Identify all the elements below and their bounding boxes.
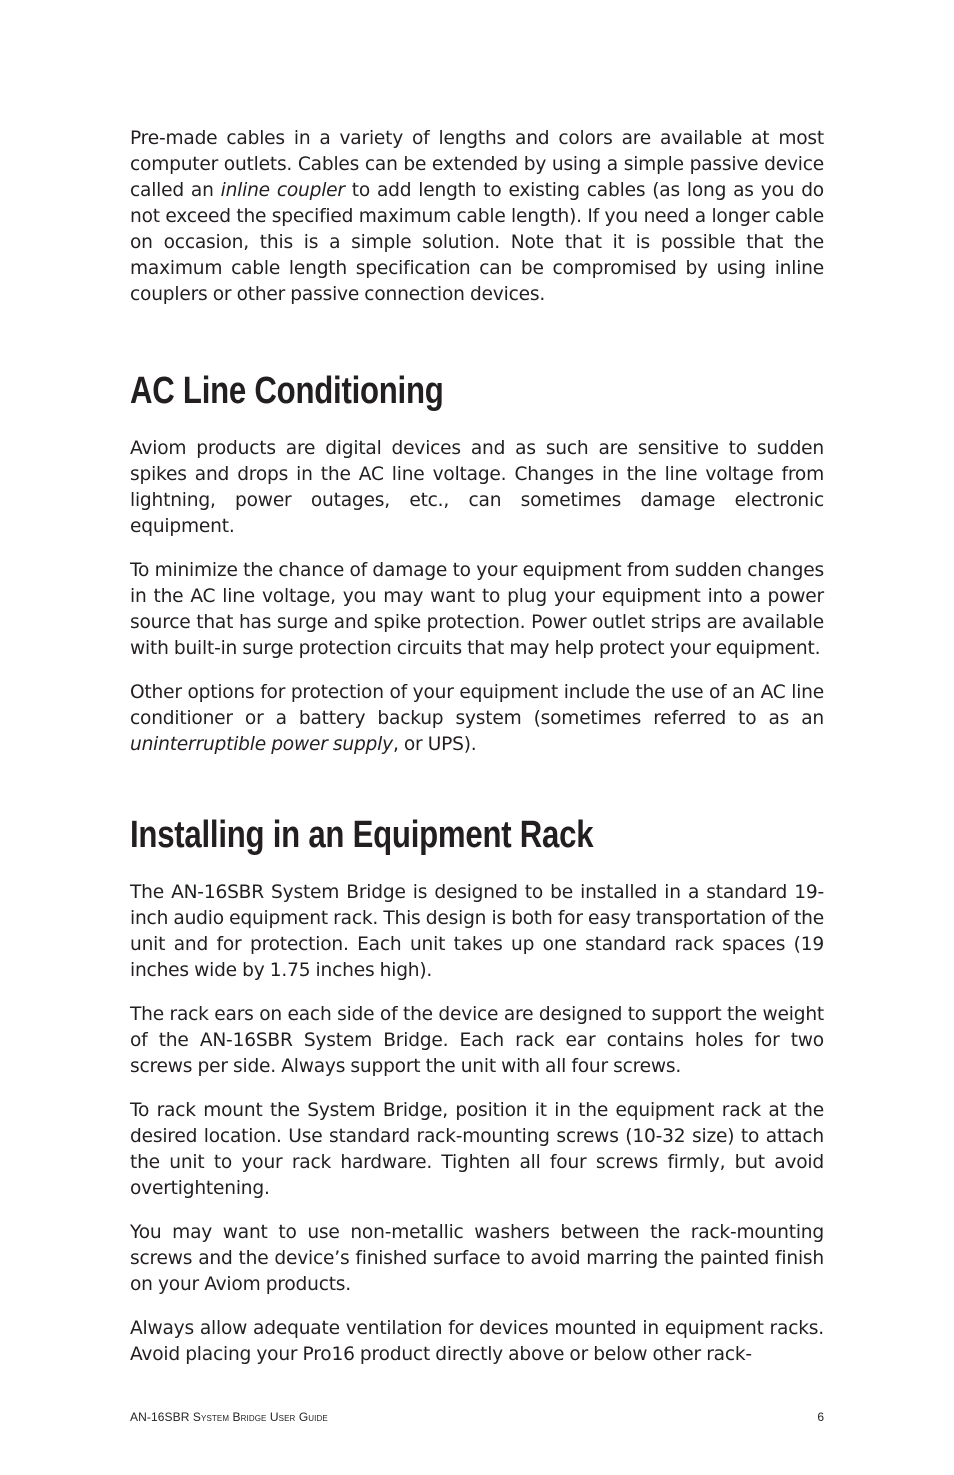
- rack-paragraph-3: To rack mount the System Bridge, position it in the equipment rack at the desired location. Use standard rack-mounting screws (10-32 size) to attach the unit to your rack hardware. Tighten all four screws firmly, but avoid overtightening.: [130, 1100, 824, 1199]
- page-content: [130, 126, 824, 1368]
- page-footer: [130, 1409, 824, 1425]
- section-heading-ac-line-conditioning: AC Line Conditioning: [130, 370, 444, 412]
- rack-paragraph-4: You may want to use non-metallic washers between the rack-mounting screws and the device’s finished surface to avoid marring the painted finish on your Aviom products.: [130, 1222, 824, 1295]
- text-run: Other options for protection of your equipment include the use of an AC line conditioner or a battery backup system (sometimes referred to as an: [130, 682, 824, 729]
- section-heading-installing-rack: Installing in an Equipment Rack: [130, 814, 594, 856]
- footer-document-title: AN-16SBR System Bridge User Guide: [130, 1410, 328, 1424]
- text-run: , or UPS).: [392, 734, 477, 755]
- emphasis-term: uninterruptible power supply: [130, 734, 393, 755]
- ac-paragraph-3: [130, 680, 824, 758]
- emphasis-term: inline coupler: [220, 180, 345, 201]
- intro-paragraph: [130, 126, 824, 308]
- rack-paragraph-5: Always allow adequate ventilation for devices mounted in equipment racks. Avoid placing your Pro16 product directly above or below other rack-: [130, 1318, 824, 1365]
- ac-paragraph-2: To minimize the chance of damage to your equipment from sudden changes in the AC line voltage, you may want to plug your equipment into a power source that has surge and spike protection. Power outlet strips are available with built-in surge protection circuits that may help protect your equipment.: [130, 560, 824, 659]
- rack-paragraph-2: The rack ears on each side of the device are designed to support the weight of the AN-16SBR System Bridge. Each rack ear contains holes for two screws per side. Always support the unit with all four screws.: [130, 1004, 824, 1077]
- text-run: Pre-made cables in a variety of lengths and colors are available at most computer outlets. Cables can be extended by using a simple passive device called an: [130, 128, 824, 201]
- ac-paragraph-1: Aviom products are digital devices and as such are sensitive to sudden spikes and drops in the AC line voltage. Changes in the line voltage from lightning, power outages, etc., can sometimes damage electronic equipment.: [130, 438, 824, 537]
- footer-page-number: 6: [817, 1410, 824, 1424]
- text-run: to add length to existing cables (as long as you do not exceed the specified maximum cable length). If you need a longer cable on occasion, this is a simple solution. Note that it is possible that the maximum cable length specification can be compromised by using inline couplers or other passive connection devices.: [130, 180, 824, 305]
- rack-paragraph-1: The AN-16SBR System Bridge is designed to be installed in a standard 19-inch audio equipment rack. This design is both for easy transportation of the unit and for protection. Each unit takes up one standard rack spaces (19 inches wide by 1.75 inches high).: [130, 882, 824, 981]
